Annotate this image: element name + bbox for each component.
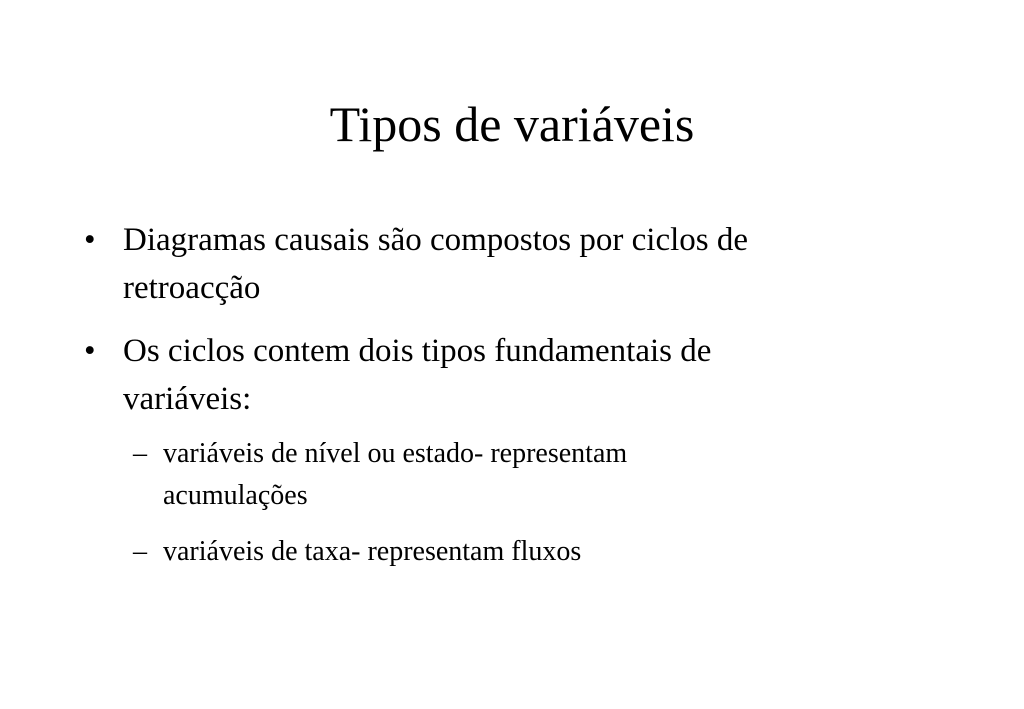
bullet-item (84, 327, 964, 427)
bullet-item (84, 216, 964, 316)
sub-bullet-item (133, 433, 893, 523)
sub-bullet-text (163, 531, 863, 573)
bullet-marker: • (84, 222, 96, 258)
sub-bullet-text (163, 433, 863, 517)
slide-title: Tipos de variáveis (329, 96, 695, 152)
sub-bullet-line: acumulações (163, 480, 308, 511)
bullet-line: retroacção (123, 270, 261, 306)
sub-bullet-marker: – (133, 438, 147, 469)
sub-bullet-item (133, 531, 893, 576)
bullet-marker: • (84, 333, 96, 369)
bullet-text (123, 216, 953, 312)
sub-bullet-line: variáveis de taxa- representam fluxos (163, 536, 582, 567)
sub-bullet-line: variáveis de nível ou estado- representam (163, 438, 628, 469)
bullet-line: variáveis: (123, 381, 252, 417)
bullet-text (123, 327, 953, 423)
bullet-line: Diagramas causais são compostos por ciclos de (123, 222, 749, 258)
bullet-line: Os ciclos contem dois tipos fundamentais de (123, 333, 712, 369)
sub-bullet-marker: – (133, 536, 147, 567)
